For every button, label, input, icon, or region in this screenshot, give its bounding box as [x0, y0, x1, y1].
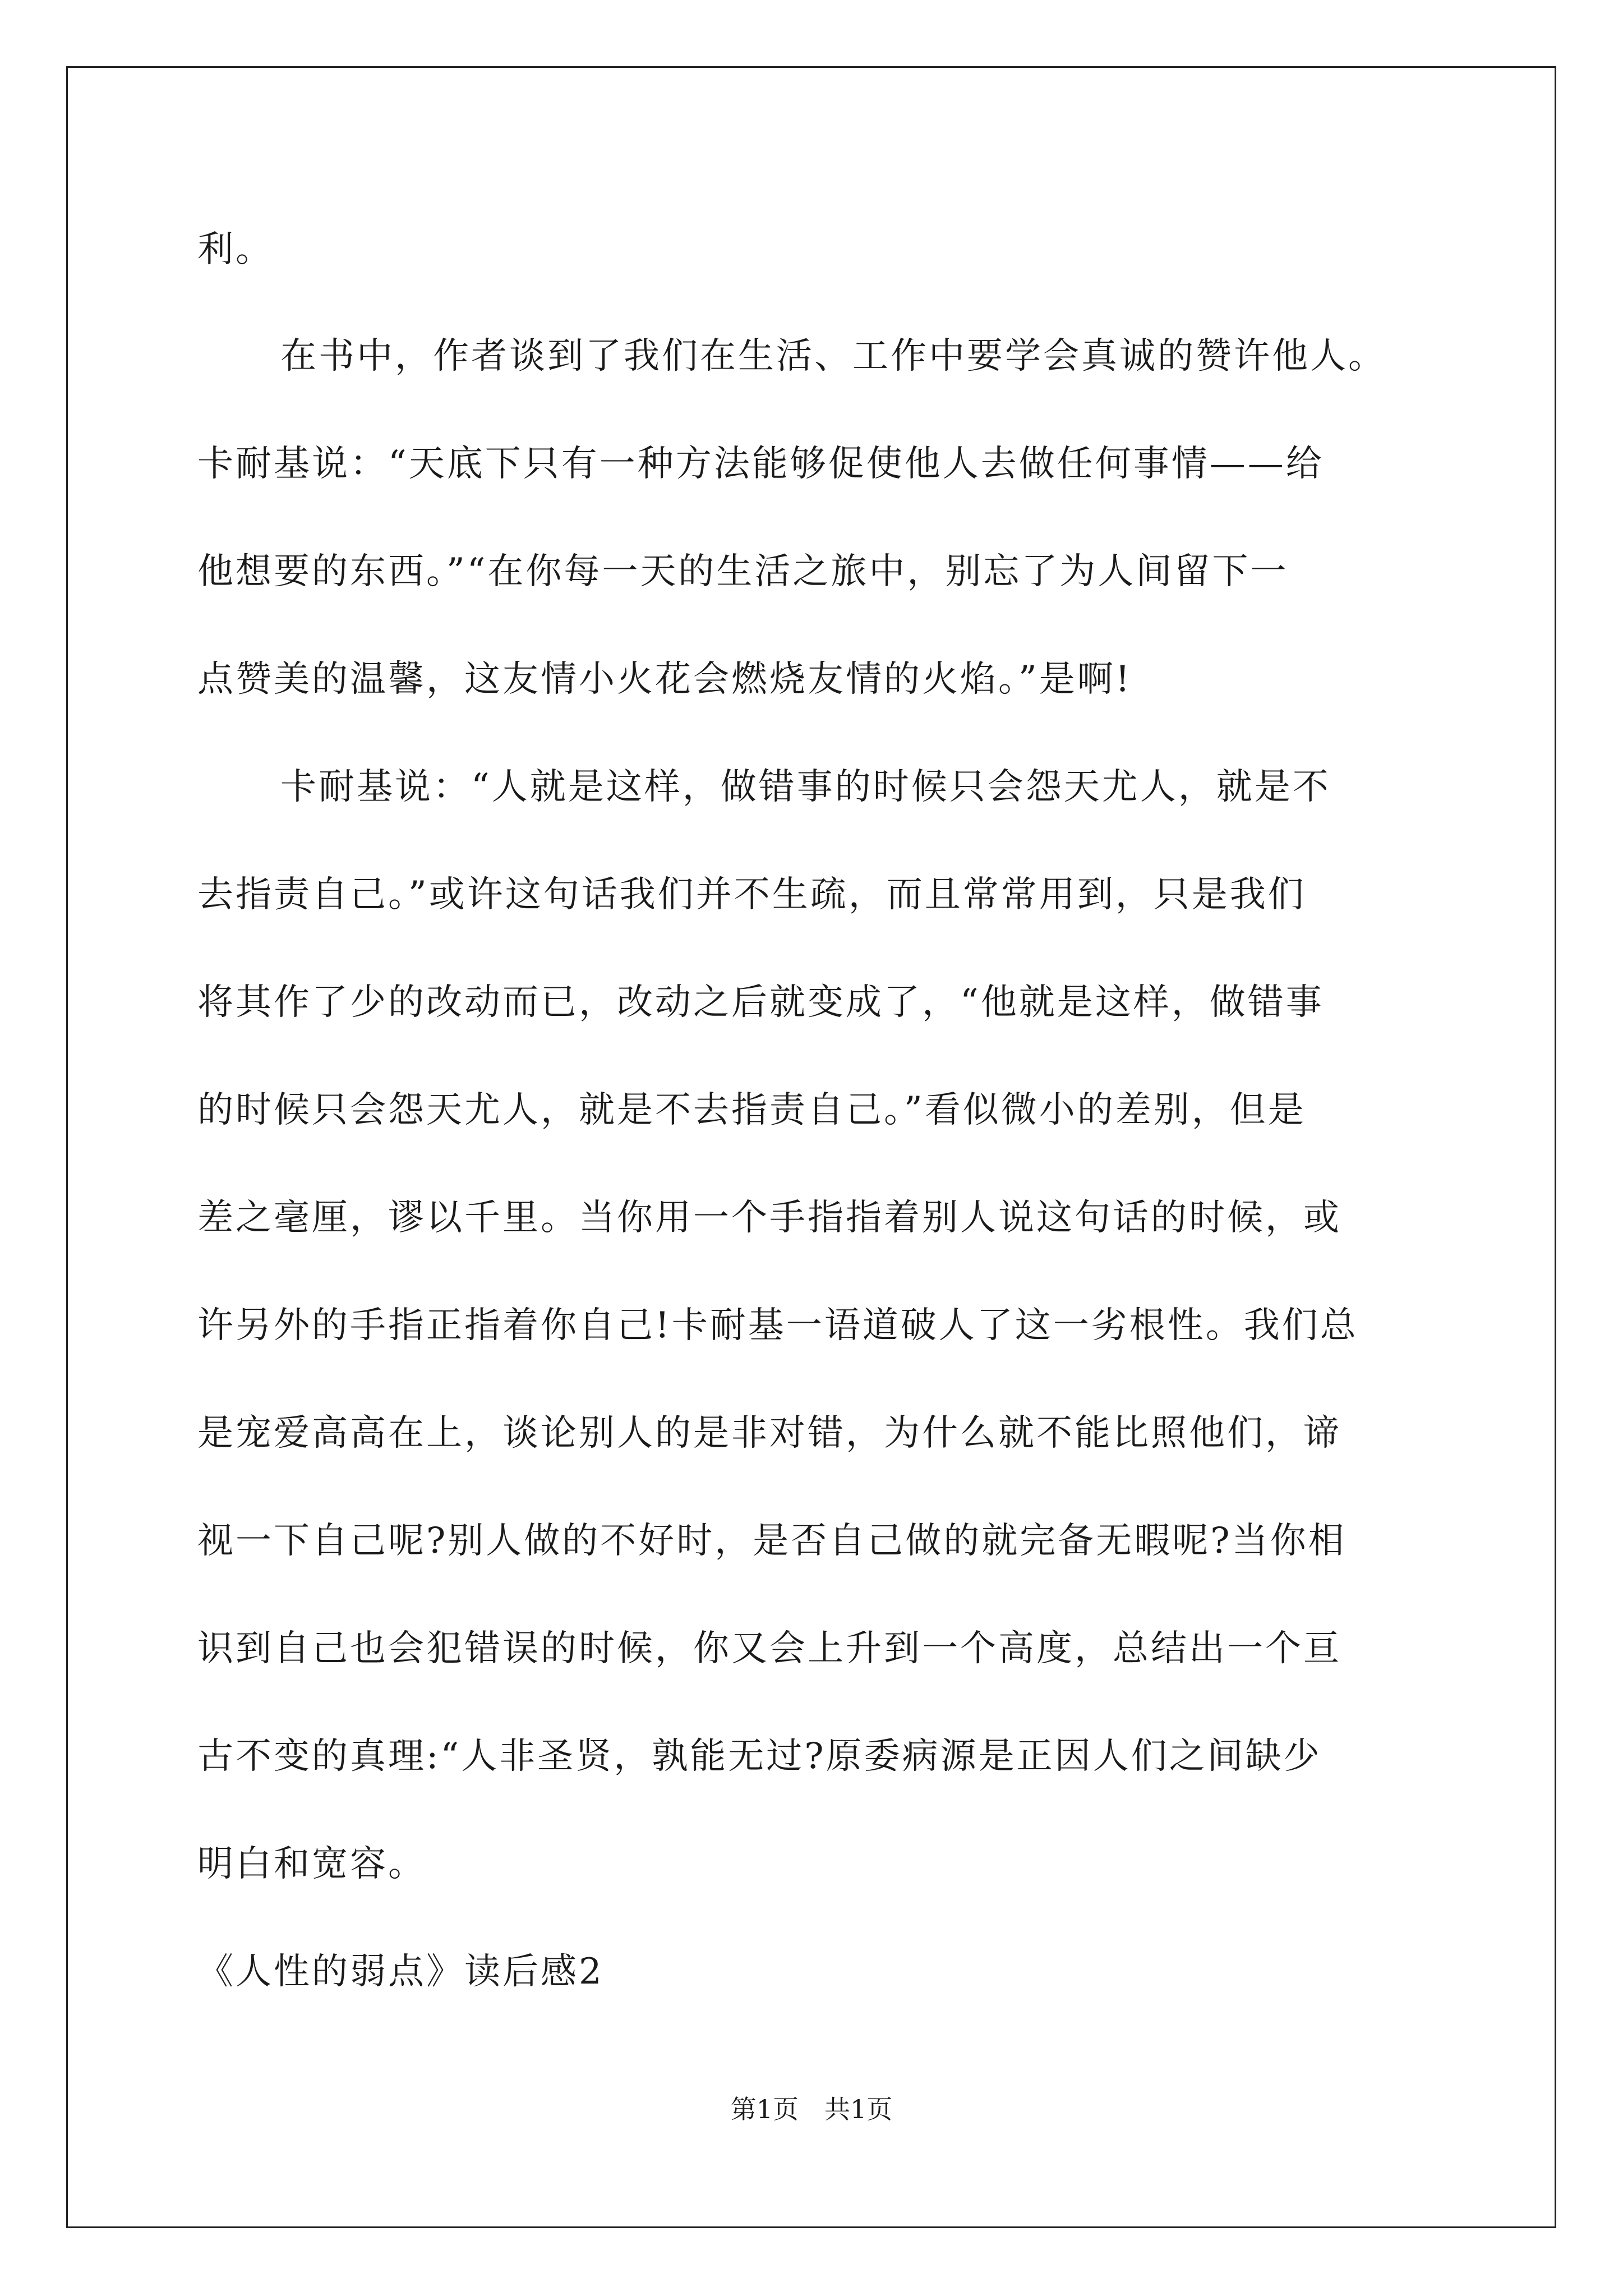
text-line: 明白和宽容。 — [197, 1843, 426, 1885]
text-line: 识到自己也会犯错误的时候，你又会上升到一个高度，总结出一个亘 — [197, 1628, 1341, 1669]
text-line: 古不变的真理:“人非圣贤，孰能无过?原委病源是正因人们之间缺少 — [197, 1736, 1322, 1777]
text-line: 是宠爱高高在上，谈论别人的是非对错，为什么就不能比照他们，谛 — [197, 1412, 1341, 1454]
section-heading: 《人性的弱点》读后感2 — [197, 1951, 604, 1993]
text-line: 许另外的手指正指着你自己!卡耐基一语道破人了这一劣根性。我们总 — [197, 1305, 1358, 1346]
text-line: 将其作了少的改动而已，改动之后就变成了，“他就是这样，做错事 — [197, 982, 1324, 1023]
text-line: 去指责自己。”或许这句话我们并不生疏，而且常常用到，只是我们 — [197, 874, 1306, 915]
text-line: 的时候只会怨天尤人，就是不去指责自己。”看似微小的差别，但是 — [197, 1089, 1306, 1131]
page-border — [66, 66, 1556, 2228]
text-line: 卡耐基说：“人就是这样，做错事的时候只会怨天尤人，就是不 — [280, 766, 1331, 808]
text-line: 视一下自己呢?别人做的不好时，是否自己做的就完备无暇呢?当你相 — [197, 1520, 1347, 1562]
text-line: 卡耐基说：“天底下只有一种方法能够促使他人去做任何事情——给 — [197, 443, 1324, 485]
text-line: 利。 — [197, 229, 274, 270]
text-line: 差之毫厘，谬以千里。当你用一个手指指着别人说这句话的时候，或 — [197, 1197, 1341, 1239]
text-line: 他想要的东西。”“在你每一天的生活之旅中，别忘了为人间留下一 — [197, 551, 1289, 592]
text-line: 在书中，作者谈到了我们在生活、工作中要学会真诚的赞许他人。 — [280, 335, 1386, 377]
text-line: 点赞美的温馨，这友情小火花会燃烧友情的火焰。”是啊! — [197, 659, 1132, 700]
page-footer: 第1页 共1页 — [730, 2094, 893, 2124]
